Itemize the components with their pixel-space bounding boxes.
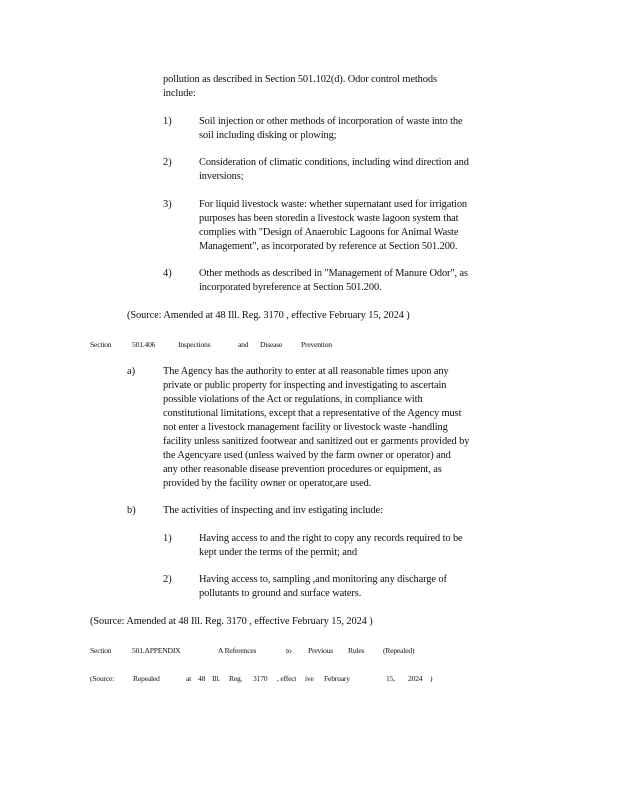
item-line: pollutants to ground and surface waters. [199, 588, 362, 599]
subsection-line: any other reasonable disease prevention procedures or equipment, as [163, 464, 442, 475]
subsection-line: possible violations of the Act or regulations, in compliance with [163, 394, 423, 405]
section-title-word: Previous [308, 646, 333, 655]
section-title-word: Rules [348, 646, 365, 655]
subsection-line: private or public property for inspecting and investigating to ascertain [163, 380, 447, 391]
source-repealed [90, 673, 450, 685]
intro-line: pollution as described in Section 501.102(d). Odor control methods [163, 74, 437, 85]
subsection-line: not enter a livestock management facility or livestock waste -handling [163, 422, 448, 433]
subsection-label: a) [127, 366, 136, 377]
item-line: Soil injection or other methods of incorporation of waste into the [199, 116, 463, 127]
item-line: Having access to and the right to copy any records required to be [199, 533, 463, 544]
item-line: Management", as incorporated by reference at Section 501.200. [199, 241, 458, 252]
source-word: 2024 [408, 674, 423, 683]
item-line: Consideration of climatic conditions, including wind direction and [199, 157, 469, 168]
subsection-line: The activities of inspecting and inv estigating include: [163, 505, 383, 516]
subsection-line: facility unless sanitized footwear and sanitized out er garments provided by [163, 436, 470, 447]
item-line: kept under the terms of the permit; and [199, 547, 357, 558]
item-line: soil including disking or plowing; [199, 130, 337, 141]
source-word: at [186, 674, 192, 683]
item-line: Having access to, sampling ,and monitoring any discharge of [199, 574, 447, 585]
intro-paragraph [163, 73, 437, 101]
item-number: 1) [163, 116, 172, 127]
item-number: 3) [163, 199, 172, 210]
section-title-word: and [238, 340, 249, 349]
source-note [127, 309, 410, 323]
source-text: (Source: Amended at 48 Ill. Reg. 3170 , effective February 15, 2024 ) [90, 616, 373, 627]
item-line: Other methods as described in "Management of Manure Odor", as [199, 268, 468, 279]
section-heading [90, 339, 390, 351]
source-word: Reg. [229, 674, 243, 683]
source-text: (Source: Amended at 48 Ill. Reg. 3170 , effective February 15, 2024 ) [127, 310, 410, 321]
item-line: purposes has been storedin a livestock waste lagoon system that [199, 213, 459, 224]
section-title-word: A References [218, 646, 257, 655]
item-number: 1) [163, 533, 172, 544]
appendix-heading [90, 645, 430, 657]
section-title-word: Inspections [178, 340, 211, 349]
source-word: 15, [386, 674, 395, 683]
item-line: complies with "Design of Anaerobic Lagoons for Animal Waste [199, 227, 459, 238]
subsection-line: the Agencyare used (unless waived by the farm owner or operator) and [163, 450, 451, 461]
section-label: Section [90, 340, 112, 349]
source-word: Ill. [212, 674, 220, 683]
source-word: Repealed [133, 674, 160, 683]
source-word: ) [430, 674, 433, 683]
item-number: 2) [163, 574, 172, 585]
source-word: February [324, 674, 350, 683]
item-number: 4) [163, 268, 172, 279]
source-word: 3170 [253, 674, 268, 683]
section-title-word: Disease [260, 340, 283, 349]
subsection-line: provided by the facility owner or operator,are used. [163, 478, 372, 489]
subsection-line: constitutional limitations, except that a representative of the Agency must [163, 408, 462, 419]
section-label: Section [90, 646, 112, 655]
subsection-label: b) [127, 505, 136, 516]
section-number: 501.APPENDIX [132, 646, 181, 655]
section-title-word: Prevention [301, 340, 332, 349]
source-word: ive [305, 674, 314, 683]
section-number: 501.406 [132, 340, 156, 349]
source-word: 48 [198, 674, 206, 683]
source-note [90, 615, 373, 629]
item-line: For liquid livestock waste: whether supernatant used for irrigation [199, 199, 468, 210]
intro-line: include: [163, 88, 196, 99]
section-title-word: (Repealed) [383, 646, 415, 655]
item-number: 2) [163, 157, 172, 168]
subsection-line: The Agency has the authority to enter at all reasonable times upon any [163, 366, 449, 377]
source-word: , effect [277, 674, 297, 683]
item-line: incorporated byreference at Section 501.200. [199, 282, 382, 293]
section-title-word: to [286, 646, 292, 655]
item-line: inversions; [199, 171, 244, 182]
source-word: (Source: [90, 674, 115, 683]
